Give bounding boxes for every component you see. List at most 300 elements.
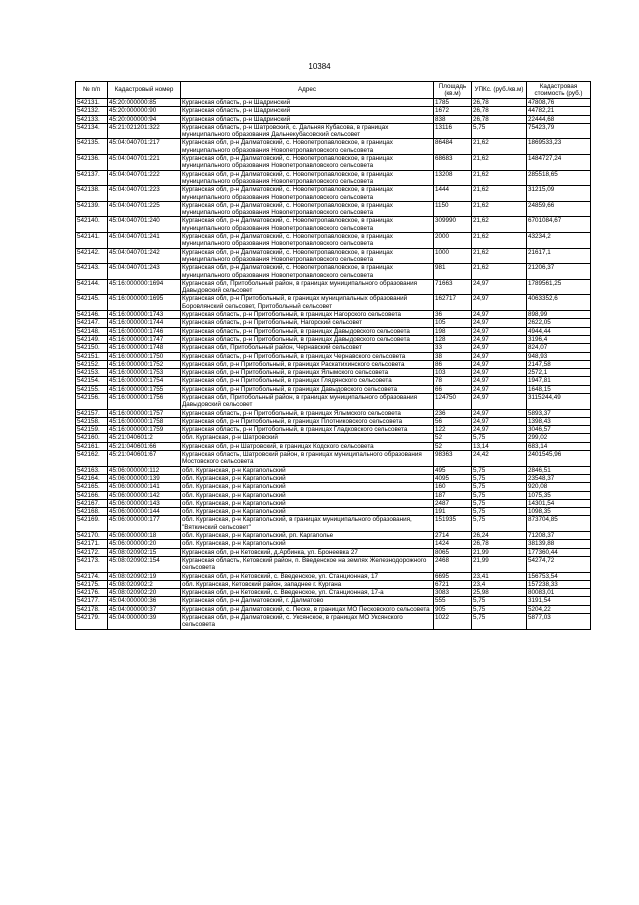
cadastral-cost-cell: 1869533,23 [527, 139, 591, 155]
row-number-cell: 542151. [76, 352, 108, 360]
address-cell: Курганская обл, р-н Притобольный, в границах Плотниковского сельсовета [181, 417, 434, 425]
cadastral-cost-cell: 2622,05 [527, 319, 591, 327]
table-row [76, 201, 591, 217]
address-cell: Курганская область, р-н Притобольный, в границах Гладковского сельсовета [181, 426, 434, 434]
table-row [76, 311, 591, 319]
area-cell: 78 [434, 377, 472, 385]
cadastral-number-cell: 45:06:000000:112 [108, 466, 181, 474]
cadastral-number-cell: 45:16:000000:1743 [108, 311, 181, 319]
table-row [76, 548, 591, 556]
address-cell: Курганская обл, р-н Далматовский, с. Новопетропавловское, в границах муниципального образования Новопетропавловского сельсовета [181, 139, 434, 155]
page-number: 10384 [308, 62, 331, 71]
cadastral-number-cell: 45:16:000000:1757 [108, 409, 181, 417]
row-number-cell: 542134. [76, 123, 108, 139]
row-number-cell: 542165. [76, 483, 108, 491]
cadastral-cost-cell: 80083,01 [527, 589, 591, 597]
row-number-cell: 542159. [76, 426, 108, 434]
upks-rate-cell: 21,62 [472, 233, 527, 249]
row-number-cell: 542175. [76, 580, 108, 588]
row-number-cell: 542176. [76, 589, 108, 597]
area-cell: 160 [434, 483, 472, 491]
cadastral-cost-cell: 1484727,24 [527, 155, 591, 171]
header-num: № п/п [76, 82, 108, 99]
upks-rate-cell: 26,24 [472, 532, 527, 540]
cadastral-cost-cell: 4063352,6 [527, 295, 591, 311]
table-row [76, 264, 591, 280]
cadastral-number-cell: 45:16:000000:1747 [108, 335, 181, 343]
upks-rate-cell: 21,99 [472, 548, 527, 556]
area-cell: 838 [434, 115, 472, 123]
table-row [76, 170, 591, 186]
area-cell: 66 [434, 385, 472, 393]
address-cell: Курганская область, р-н Шатровский, с. Дальняя Кубасова, в границах муниципального образования Дальнекубасовский сельсовет [181, 123, 434, 139]
area-cell: 122 [434, 426, 472, 434]
cadastral-number-cell: 45:20:000000:94 [108, 115, 181, 123]
address-cell: Курганская обл, р-н Далматовский, с. Новопетропавловское, в границах муниципального образования Новопетропавловского сельсовета [181, 264, 434, 280]
header-area: Площадь (кв.м) [434, 82, 472, 99]
cadastral-number-cell: 45:16:000000:1752 [108, 360, 181, 368]
row-number-cell: 542135. [76, 139, 108, 155]
row-number-cell: 542131. [76, 99, 108, 107]
row-number-cell: 542153. [76, 369, 108, 377]
cadastral-cost-cell: 2147,58 [527, 360, 591, 368]
cadastral-number-cell: 45:21:040601:67 [108, 451, 181, 467]
address-cell: Курганская обл, р-н Далматовский, с. Новопетропавловское, в границах муниципального образования Новопетропавловского сельсовета [181, 170, 434, 186]
row-number-cell: 542143. [76, 264, 108, 280]
upks-rate-cell: 24,97 [472, 369, 527, 377]
table-row [76, 352, 591, 360]
row-number-cell: 542140. [76, 217, 108, 233]
address-cell: обл. Курганская, р-н Каргапольский [181, 466, 434, 474]
row-number-cell: 542156. [76, 393, 108, 409]
area-cell: 1444 [434, 186, 472, 202]
cadastral-number-cell: 45:16:000000:1754 [108, 377, 181, 385]
cadastral-number-cell: 45:21:040601:2 [108, 434, 181, 442]
table-row [76, 540, 591, 548]
cadastral-number-cell: 45:04:000000:37 [108, 605, 181, 613]
cadastral-cost-cell: 43234,2 [527, 233, 591, 249]
area-cell: 124750 [434, 393, 472, 409]
cadastral-cost-cell: 23548,37 [527, 474, 591, 482]
table-row [76, 532, 591, 540]
upks-rate-cell: 5,75 [472, 483, 527, 491]
table-row [76, 589, 591, 597]
upks-rate-cell: 24,97 [472, 417, 527, 425]
address-cell: Курганская область, р-н Притобольный, Нагорский сельсовет [181, 319, 434, 327]
upks-rate-cell: 24,97 [472, 426, 527, 434]
cadastral-number-cell: 45:16:000000:1694 [108, 279, 181, 295]
row-number-cell: 542147. [76, 319, 108, 327]
row-number-cell: 542164. [76, 474, 108, 482]
cadastral-number-cell: 45:04:040701:217 [108, 139, 181, 155]
cadastral-number-cell: 45:16:000000:1746 [108, 327, 181, 335]
address-cell: Курганская обл, р-н Далматовский, с. Новопетропавловское, в границах муниципального образования Новопетропавловского сельсовета [181, 186, 434, 202]
upks-rate-cell: 5,75 [472, 516, 527, 532]
table-row [76, 155, 591, 171]
cadastral-number-cell: 45:16:000000:1759 [108, 426, 181, 434]
upks-rate-cell: 5,75 [472, 597, 527, 605]
upks-rate-cell: 24,97 [472, 319, 527, 327]
area-cell: 1672 [434, 107, 472, 115]
address-cell: обл. Курганская, р-н Каргапольский [181, 540, 434, 548]
row-number-cell: 542158. [76, 417, 108, 425]
upks-rate-cell: 24,97 [472, 335, 527, 343]
address-cell: обл. Курганская, р-н Каргапольский [181, 499, 434, 507]
cadastral-cost-cell: 1947,81 [527, 377, 591, 385]
table-row [76, 580, 591, 588]
address-cell: Курганская область, р-н Притобольный, в границах Нагорского сельсовета [181, 311, 434, 319]
upks-rate-cell: 21,62 [472, 201, 527, 217]
cadastral-number-cell: 45:04:000000:36 [108, 597, 181, 605]
cadastral-number-cell: 45:20:000000:90 [108, 107, 181, 115]
cadastral-cost-cell: 44782,21 [527, 107, 591, 115]
upks-rate-cell: 21,62 [472, 186, 527, 202]
table-row [76, 327, 591, 335]
table-row [76, 426, 591, 434]
cadastral-cost-cell: 5204,22 [527, 605, 591, 613]
area-cell: 1150 [434, 201, 472, 217]
upks-rate-cell: 26,78 [472, 115, 527, 123]
area-cell: 86 [434, 360, 472, 368]
area-cell: 86484 [434, 139, 472, 155]
cadastral-number-cell: 45:16:000000:1750 [108, 352, 181, 360]
cadastral-number-cell: 45:08:020902:154 [108, 556, 181, 572]
cadastral-number-cell: 45:16:000000:1755 [108, 385, 181, 393]
upks-rate-cell: 5,75 [472, 508, 527, 516]
address-cell: Курганская область, р-н Шадринский [181, 99, 434, 107]
upks-rate-cell: 5,75 [472, 466, 527, 474]
cadastral-cost-cell: 2572,1 [527, 369, 591, 377]
address-cell: Курганская обл, р-н Далматовский, с. Новопетропавловское, в границах муниципального образования Новопетропавловского сельсовета [181, 155, 434, 171]
cadastral-cost-cell: 47808,76 [527, 99, 591, 107]
area-cell: 236 [434, 409, 472, 417]
row-number-cell: 542170. [76, 532, 108, 540]
table-row [76, 466, 591, 474]
cadastral-number-cell: 45:04:040701:221 [108, 155, 181, 171]
address-cell: Курганская обл, р-н Кетовский, д.Арбинка, ул. Бронеевка 27 [181, 548, 434, 556]
area-cell: 2000 [434, 233, 472, 249]
cadastral-number-cell: 45:04:040701:225 [108, 201, 181, 217]
address-cell: обл. Курганская, р-н Каргапольский [181, 474, 434, 482]
cadastral-cost-cell: 1075,35 [527, 491, 591, 499]
area-cell: 103 [434, 369, 472, 377]
area-cell: 13208 [434, 170, 472, 186]
row-number-cell: 542142. [76, 248, 108, 264]
address-cell: Курганская обл, р-н Далматовский, с. Новопетропавловское, в границах муниципального образования Новопетропавловского сельсовета [181, 248, 434, 264]
upks-rate-cell: 26,78 [472, 107, 527, 115]
cadastral-cost-cell: 824,07 [527, 344, 591, 352]
cadastral-number-cell: 45:06:000000:141 [108, 483, 181, 491]
row-number-cell: 542148. [76, 327, 108, 335]
table-row [76, 556, 591, 572]
cadastral-cost-cell: 31215,09 [527, 186, 591, 202]
cadastral-cost-cell: 6701084,67 [527, 217, 591, 233]
table-row [76, 369, 591, 377]
row-number-cell: 542139. [76, 201, 108, 217]
upks-rate-cell: 24,97 [472, 295, 527, 311]
upks-rate-cell: 5,75 [472, 123, 527, 139]
header-upks: УПКс. (руб./кв.м) [472, 82, 527, 99]
row-number-cell: 542152. [76, 360, 108, 368]
area-cell: 2714 [434, 532, 472, 540]
cadastral-cost-cell: 14301,54 [527, 499, 591, 507]
area-cell: 128 [434, 335, 472, 343]
table-row [76, 335, 591, 343]
row-number-cell: 542150. [76, 344, 108, 352]
upks-rate-cell: 24,97 [472, 385, 527, 393]
area-cell: 52 [434, 442, 472, 450]
row-number-cell: 542161. [76, 442, 108, 450]
row-number-cell: 542133. [76, 115, 108, 123]
table-row [76, 451, 591, 467]
row-number-cell: 542146. [76, 311, 108, 319]
row-number-cell: 542141. [76, 233, 108, 249]
table-row [76, 319, 591, 327]
upks-rate-cell: 5,75 [472, 474, 527, 482]
row-number-cell: 542136. [76, 155, 108, 171]
cadastral-cost-cell: 2846,51 [527, 466, 591, 474]
table-row [76, 99, 591, 107]
cadastral-cost-cell: 5877,03 [527, 614, 591, 630]
cadastral-number-cell: 45:08:020902:15 [108, 548, 181, 556]
cadastral-cost-cell: 156753,54 [527, 572, 591, 580]
table-row [76, 279, 591, 295]
upks-rate-cell: 5,75 [472, 614, 527, 630]
area-cell: 38 [434, 352, 472, 360]
area-cell: 495 [434, 466, 472, 474]
table-row [76, 393, 591, 409]
table-row [76, 474, 591, 482]
row-number-cell: 542172. [76, 548, 108, 556]
cadastral-cost-cell: 71208,37 [527, 532, 591, 540]
upks-rate-cell: 21,62 [472, 155, 527, 171]
address-cell: Курганская обл, р-н Далматовский, г. Далматово [181, 597, 434, 605]
cadastral-number-cell: 45:06:000000:177 [108, 516, 181, 532]
cadastral-number-cell: 45:21:040601:66 [108, 442, 181, 450]
row-number-cell: 542178. [76, 605, 108, 613]
cadastral-cost-cell: 683,14 [527, 442, 591, 450]
cadastral-cost-cell: 1789561,25 [527, 279, 591, 295]
area-cell: 2468 [434, 556, 472, 572]
table-row [76, 217, 591, 233]
upks-rate-cell: 5,75 [472, 434, 527, 442]
area-cell: 1785 [434, 99, 472, 107]
upks-rate-cell: 24,97 [472, 311, 527, 319]
address-cell: Курганская обл, р-н Притобольный, в границах Ялымского сельсовета [181, 369, 434, 377]
address-cell: обл. Курганская, Кетовский район, западнее г. Кургана [181, 580, 434, 588]
upks-rate-cell: 25,98 [472, 589, 527, 597]
table-row [76, 385, 591, 393]
cadastral-cost-cell: 22444,68 [527, 115, 591, 123]
cadastral-cost-cell: 24859,66 [527, 201, 591, 217]
header-cost: Кадастровая стоимость (руб.) [527, 82, 591, 99]
cadastral-number-cell: 45:06:000000:143 [108, 499, 181, 507]
area-cell: 198 [434, 327, 472, 335]
header-cadastral: Кадастровый номер [108, 82, 181, 99]
cadastral-cost-cell: 3046,57 [527, 426, 591, 434]
address-cell: Курганская область, р-н Притобольный, в границах Чернавского сельсовета [181, 352, 434, 360]
row-number-cell: 542166. [76, 491, 108, 499]
upks-rate-cell: 26,78 [472, 540, 527, 548]
upks-rate-cell: 21,62 [472, 248, 527, 264]
row-number-cell: 542179. [76, 614, 108, 630]
cadastral-number-cell: 45:16:000000:1753 [108, 369, 181, 377]
area-cell: 2487 [434, 499, 472, 507]
address-cell: Курганская область, Кетовский район, п. Введенское на землях Железнодорожного сельсовета [181, 556, 434, 572]
address-cell: Курганская обл, р-н Кетовский, с. Введенское, ул. Станционная, 17 [181, 572, 434, 580]
cadastral-number-cell: 45:06:000000:20 [108, 540, 181, 548]
upks-rate-cell: 21,99 [472, 556, 527, 572]
row-number-cell: 542168. [76, 508, 108, 516]
upks-rate-cell: 24,97 [472, 377, 527, 385]
upks-rate-cell: 24,97 [472, 352, 527, 360]
cadastral-number-cell: 45:04:040701:241 [108, 233, 181, 249]
cadastral-cost-cell: 157238,33 [527, 580, 591, 588]
table-row [76, 442, 591, 450]
cadastral-number-cell: 45:16:000000:1758 [108, 417, 181, 425]
area-cell: 187 [434, 491, 472, 499]
address-cell: обл. Курганская, р-н Каргапольский [181, 483, 434, 491]
area-cell: 105 [434, 319, 472, 327]
cadastral-number-cell: 45:16:000000:1695 [108, 295, 181, 311]
area-cell: 555 [434, 597, 472, 605]
address-cell: обл. Курганская, р-н Шатровский [181, 434, 434, 442]
area-cell: 4095 [434, 474, 472, 482]
row-number-cell: 542167. [76, 499, 108, 507]
address-cell: Курганская обл, р-н Кетовский, с. Введенское, ул. Станционная, 17-а [181, 589, 434, 597]
address-cell: обл. Курганская, р-н Каргапольский [181, 508, 434, 516]
cadastral-number-cell: 45:08:020902:20 [108, 589, 181, 597]
cadastral-number-cell: 45:16:000000:1756 [108, 393, 181, 409]
area-cell: 309990 [434, 217, 472, 233]
cadastral-number-cell: 45:21:021201:322 [108, 123, 181, 139]
cadastral-cost-cell: 75423,79 [527, 123, 591, 139]
table-row [76, 123, 591, 139]
table-row [76, 483, 591, 491]
address-cell: Курганская обл, р-н Далматовский, с. Песке, в границах МО Песковского сельсовета [181, 605, 434, 613]
cadastral-number-cell: 45:04:040701:242 [108, 248, 181, 264]
row-number-cell: 542157. [76, 409, 108, 417]
table-header-row [76, 82, 591, 99]
cadastral-number-cell: 45:04:040701:222 [108, 170, 181, 186]
area-cell: 68683 [434, 155, 472, 171]
upks-rate-cell: 21,62 [472, 170, 527, 186]
table-row [76, 605, 591, 613]
address-cell: Курганская область, р-н Шадринский [181, 107, 434, 115]
address-cell: Курганская обл, Притобольный район, в границах муниципального образования Давыдовский сельсовет [181, 279, 434, 295]
upks-rate-cell: 24,97 [472, 409, 527, 417]
cadastral-number-cell: 45:08:020902:2 [108, 580, 181, 588]
address-cell: Курганская обл, р-н Шатровский, в границах Кодского сельсовета [181, 442, 434, 450]
header-address: Адрес [181, 82, 434, 99]
upks-rate-cell: 26,78 [472, 99, 527, 107]
row-number-cell: 542171. [76, 540, 108, 548]
cadastral-number-cell: 45:16:000000:1744 [108, 319, 181, 327]
row-number-cell: 542149. [76, 335, 108, 343]
area-cell: 1022 [434, 614, 472, 630]
table-row [76, 115, 591, 123]
cadastral-table [75, 81, 591, 630]
cadastral-cost-cell: 2401545,96 [527, 451, 591, 467]
cadastral-number-cell: 45:04:040701:223 [108, 186, 181, 202]
cadastral-cost-cell: 38139,88 [527, 540, 591, 548]
upks-rate-cell: 5,75 [472, 491, 527, 499]
area-cell: 6695 [434, 572, 472, 580]
row-number-cell: 542174. [76, 572, 108, 580]
row-number-cell: 542162. [76, 451, 108, 467]
area-cell: 71663 [434, 279, 472, 295]
area-cell: 905 [434, 605, 472, 613]
area-cell: 191 [434, 508, 472, 516]
row-number-cell: 542138. [76, 186, 108, 202]
table-row [76, 360, 591, 368]
cadastral-cost-cell: 873704,85 [527, 516, 591, 532]
cadastral-cost-cell: 1648,15 [527, 385, 591, 393]
address-cell: Курганская область, Шатровский район, в границах муниципального образования Мостовского сельсовета [181, 451, 434, 467]
address-cell: Курганская область, р-н Притобольный, в границах Ялымского сельсовета [181, 409, 434, 417]
upks-rate-cell: 21,62 [472, 139, 527, 155]
table-row [76, 107, 591, 115]
row-number-cell: 542144. [76, 279, 108, 295]
upks-rate-cell: 5,75 [472, 499, 527, 507]
upks-rate-cell: 21,62 [472, 264, 527, 280]
upks-rate-cell: 24,97 [472, 344, 527, 352]
row-number-cell: 542154. [76, 377, 108, 385]
address-cell: обл. Курганская, р-н Каргапольский [181, 491, 434, 499]
address-cell: Курганская область, р-н Притобольный, в границах Давыдовского сельсовета [181, 327, 434, 335]
cadastral-cost-cell: 4944,44 [527, 327, 591, 335]
row-number-cell: 542177. [76, 597, 108, 605]
upks-rate-cell: 23,41 [472, 572, 527, 580]
cadastral-cost-cell: 21617,1 [527, 248, 591, 264]
table-row [76, 499, 591, 507]
upks-rate-cell: 24,97 [472, 360, 527, 368]
row-number-cell: 542137. [76, 170, 108, 186]
address-cell: Курганская обл, р-н Далматовский, с. Новопетропавловское, в границах муниципального образования Новопетропавловского сельсовета [181, 233, 434, 249]
row-number-cell: 542155. [76, 385, 108, 393]
upks-rate-cell: 21,62 [472, 217, 527, 233]
cadastral-cost-cell: 54274,72 [527, 556, 591, 572]
row-number-cell: 542163. [76, 466, 108, 474]
table-row [76, 344, 591, 352]
address-cell: Курганская обл, р-н Далматовский, с. Новопетропавловское, в границах муниципального образования Новопетропавловского сельсовета [181, 217, 434, 233]
cadastral-cost-cell: 898,99 [527, 311, 591, 319]
table-row [76, 139, 591, 155]
cadastral-number-cell: 45:04:000000:39 [108, 614, 181, 630]
row-number-cell: 542160. [76, 434, 108, 442]
cadastral-cost-cell: 3115244,49 [527, 393, 591, 409]
table-row [76, 417, 591, 425]
area-cell: 8065 [434, 548, 472, 556]
address-cell: обл. Курганская, р-н Каргапольский, в границах муниципального образования, "Вяткинский сельсовет" [181, 516, 434, 532]
address-cell: Курганская обл, р-н Притобольный, в границах Давыдовского сельсовета [181, 385, 434, 393]
area-cell: 1424 [434, 540, 472, 548]
row-number-cell: 542132. [76, 107, 108, 115]
area-cell: 13116 [434, 123, 472, 139]
upks-rate-cell: 23,4 [472, 580, 527, 588]
address-cell: Курганская область, р-н Притобольный, в границах Давыдовского сельсовета [181, 335, 434, 343]
cadastral-number-cell: 45:06:000000:18 [108, 532, 181, 540]
upks-rate-cell: 24,97 [472, 279, 527, 295]
cadastral-cost-cell: 3191,54 [527, 597, 591, 605]
cadastral-cost-cell: 299,02 [527, 434, 591, 442]
table-row [76, 233, 591, 249]
cadastral-cost-cell: 3196,4 [527, 335, 591, 343]
cadastral-number-cell: 45:08:020902:19 [108, 572, 181, 580]
address-cell: Курганская обл, Притобольный район, в границах муниципального образования Давыдовский сельсовет [181, 393, 434, 409]
cadastral-cost-cell: 177360,44 [527, 548, 591, 556]
area-cell: 151935 [434, 516, 472, 532]
